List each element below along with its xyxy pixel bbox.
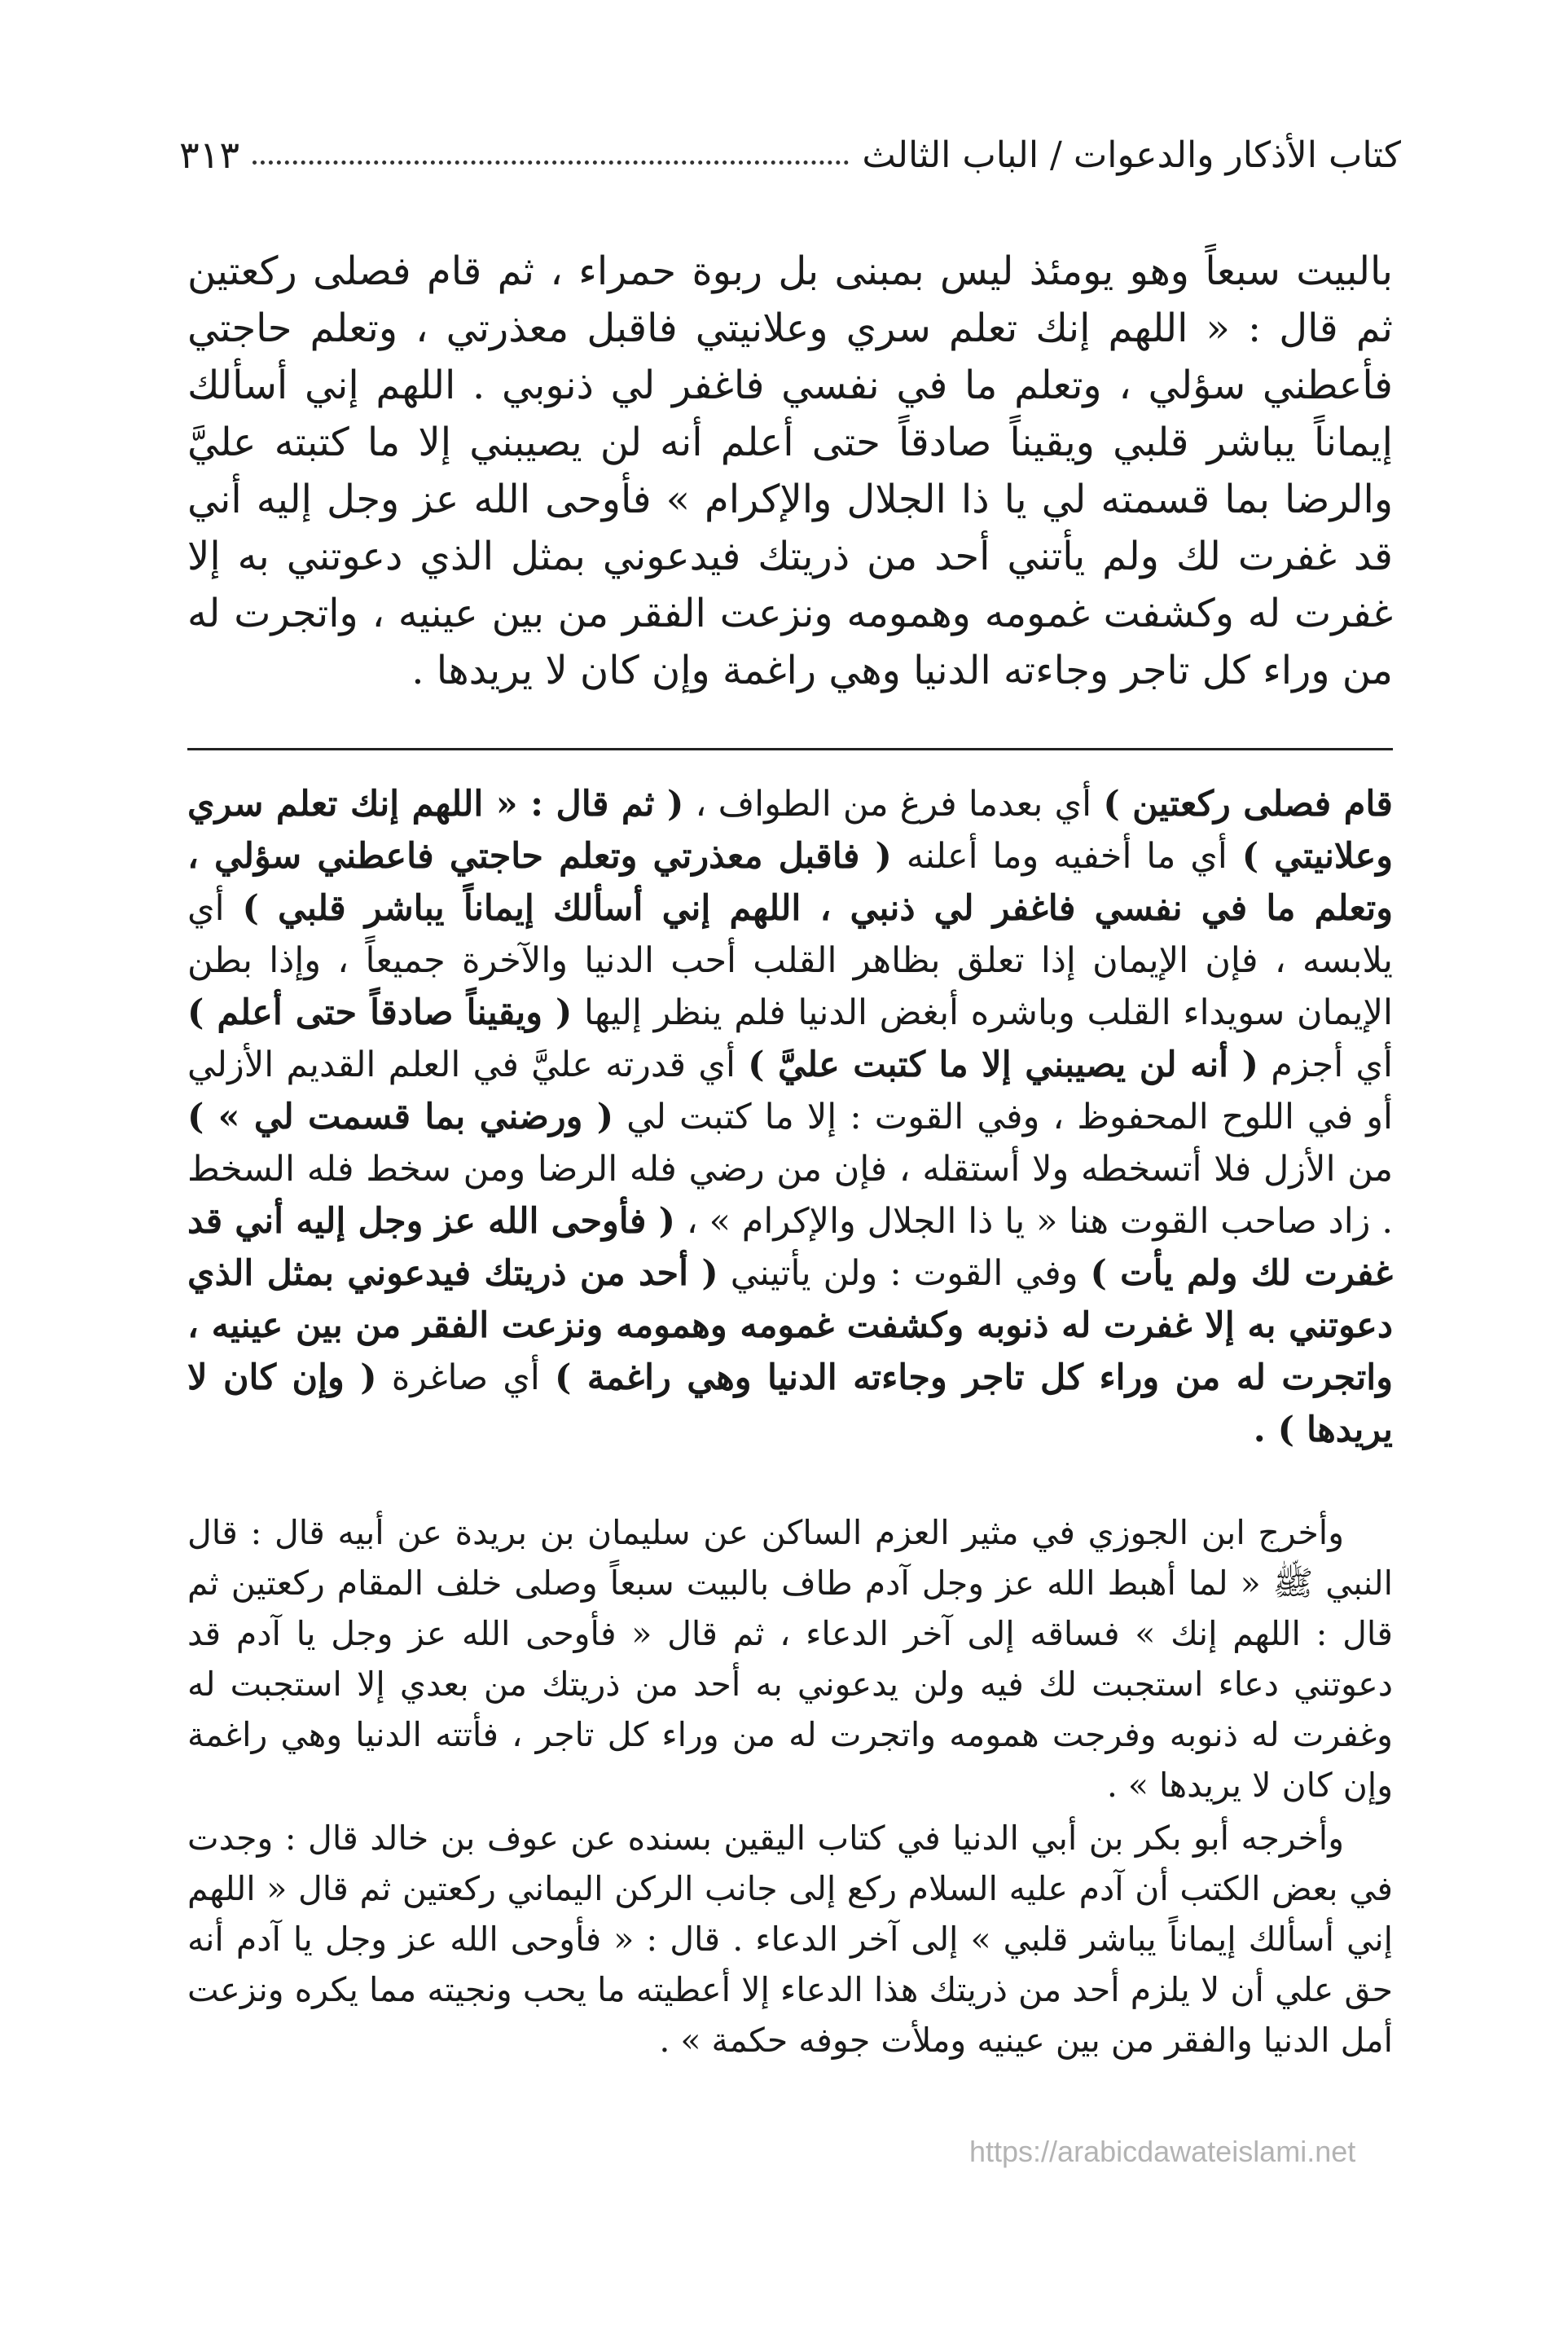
explanation-segment: أي قدرته عليَّ في العلم القديم الأزلي أو في اللوح المحفوظ ، وفي القوت : إلا ما كتبت لي bbox=[187, 1045, 1393, 1137]
quoted-segment: ( أنه لن يصيبني إلا ما كتبت عليَّ ) bbox=[748, 1045, 1259, 1085]
quoted-segment: ( فأوحى الله عز وجل إليه أني قد غفرت لك ولم يأت ) bbox=[187, 1201, 1393, 1294]
quoted-segment: ( ويقيناً صادقاً حتى أعلم ) bbox=[187, 992, 573, 1033]
running-header bbox=[179, 130, 1401, 179]
page-number: ٣١٣ bbox=[179, 133, 240, 177]
explanation-segment: أي صاغرة bbox=[376, 1357, 555, 1398]
quoted-segment: ( فاقبل معذرتي وتعلم حاجتي فاعطني سؤلي ، وتعلم ما في نفسي فاغفر لي ذنبي ، اللهم إني أسألك إيماناً يباشر قلبي ) bbox=[187, 836, 1393, 929]
explanation-segment: أي ما أخفيه وما أعلنه bbox=[891, 836, 1242, 877]
paragraph-ibn-jawzi: وأخرج ابن الجوزي في مثير العزم الساكن عن سليمان بن بريدة عن أبيه قال : قال النبي ﷺ « لما أهبط الله عز وجل آدم طاف بالبيت سبعاً وصلى خلف المقام ركعتين ثم قال : اللهم إنك » فساقه إلى آخر الدعاء ، ثم قال « فأوحى الله عز وجل يا آدم قد دعوتني دعاء استجبت لك فيه ولن يدعوني به أحد من ذريتك من بعدي إلا استجبت له وغفرت له ذنوبه وفرجت همومه واتجرت له من وراء كل تاجر ، فأتته الدنيا وهي راغمة وإن كان لا يريدها » . bbox=[187, 1513, 1393, 1805]
explanation-segment: من الأزل فلا أتسخطه ولا أستقله ، فإن من رضي فله الرضا ومن سخط فله السخط . زاد صاحب القوت هنا « يا ذا الجلال والإكرام » ، bbox=[187, 1149, 1393, 1242]
explanation-segment: أي أجزم bbox=[1258, 1045, 1393, 1085]
footnote-divider bbox=[187, 748, 1393, 750]
explanation-segment: أي بعدما فرغ من الطواف ، bbox=[683, 784, 1104, 825]
dot-leader bbox=[253, 161, 849, 165]
quoted-segment: ( ورضني بما قسمت لي » ) bbox=[187, 1097, 614, 1137]
quoted-segment: ( ثم قال : « اللهم إنك تعلم سري وعلانيتي ) bbox=[187, 784, 1394, 877]
quoted-segment: ( أحد من ذريتك فيدعوني بمثل الذي دعوتني به إلا غفرت له ذنوبه وكشفت غمومه وهمومه ونزعت الفقر من بين عينيه ، واتجرت له من وراء كل تاجر وجاءته الدنيا وهي راغمة ) bbox=[187, 1253, 1393, 1398]
quoted-segment: قام فصلى ركعتين ) bbox=[1103, 784, 1393, 825]
paragraph-ibn-abi-dunya: وأخرجه أبو بكر بن أبي الدنيا في كتاب اليقين بسنده عن عوف بن خالد قال : وجدت في بعض الكتب أن آدم عليه السلام ركع إلى جانب الركن اليماني ركعتين ثم قال « اللهم إني أسألك إيماناً يباشر قلبي » إلى آخر الدعاء . قال : « فأوحى الله عز وجل يا آدم أنه حق علي أن لا يلزم أحد من ذريتك هذا الدعاء إلا أعطيته ما يحب ونجيته مما يكره ونزعت أمل الدنيا والفقر من بين عينيه وملأت جوفه حكمة » . bbox=[187, 1819, 1393, 2060]
main-text: بالبيت سبعاً وهو يومئذ ليس بمبنى بل ربوة حمراء ، ثم قام فصلى ركعتين ثم قال : « اللهم إنك تعلم سري وعلانيتي فاقبل معذرتي ، وتعلم حاجتي فأعطني سؤلي ، وتعلم ما في نفسي فاغفر لي ذنوبي . اللهم إني أسألك إيماناً يباشر قلبي ويقيناً صادقاً حتى أعلم أنه لن يصيبني إلا ما كتبته عليَّ والرضا بما قسمته لي يا ذا الجلال والإكرام » فأوحى الله عز وجل إليه أني قد غفرت لك ولم يأتني أحد من ذريتك فيدعوني بمثل الذي دعوتني به إلا غفرت له وكشفت غمومه وهمومه ونزعت الفقر من بين عينيه ، واتجرت له من وراء كل تاجر وجاءته الدنيا وهي راغمة وإن كان لا يريدها . bbox=[187, 249, 1394, 693]
quoted-segment: ( وإن كان لا يريدها ) . bbox=[187, 1357, 1393, 1450]
chapter-title: كتاب الأذكار والدعوات / الباب الثالث bbox=[862, 134, 1401, 176]
explanation-segment: أي يلابسه ، فإن الإيمان إذا تعلق بظاهر القلب أحب الدنيا والآخرة جميعاً ، وإذا بطن الإيمان سويداء القلب وباشره أبغض الدنيا فلم ينظر إليها bbox=[187, 888, 1393, 1033]
watermark-url: https://arabicdawateislami.net bbox=[969, 2135, 1356, 2168]
commentary-text bbox=[187, 778, 1393, 1456]
explanation-segment: وفي القوت : ولن يأتيني bbox=[718, 1253, 1091, 1294]
